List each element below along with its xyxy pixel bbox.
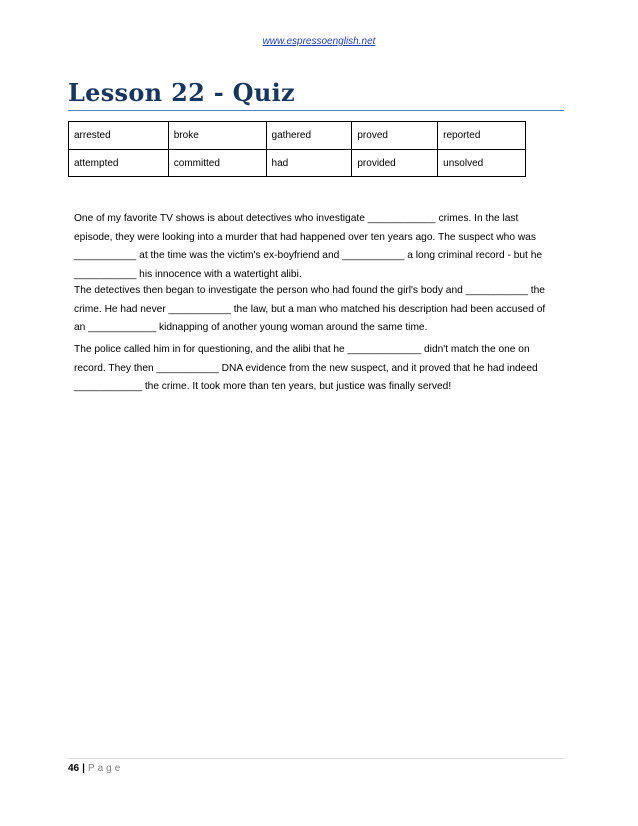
word-cell: committed bbox=[168, 150, 266, 177]
quiz-paragraph-1 bbox=[74, 210, 570, 284]
header-url-link[interactable]: www.espressoenglish.net bbox=[262, 36, 376, 47]
footer-divider bbox=[68, 758, 564, 759]
quiz-paragraph-2 bbox=[74, 282, 570, 338]
paragraph-line: crime. He had never ___________ the law, but a man who matched his description had been accused of bbox=[74, 303, 546, 315]
word-cell: arrested bbox=[69, 122, 169, 150]
word-cell: reported bbox=[438, 122, 526, 150]
paragraph-line: ___________ his innocence with a watertight alibi. bbox=[74, 268, 302, 280]
paragraph-line: episode, they were looking into a murder that had happened over ten years ago. The suspect who was bbox=[74, 231, 536, 243]
page-footer bbox=[68, 763, 123, 774]
word-cell: gathered bbox=[266, 122, 352, 150]
paragraph-line: an ____________ kidnapping of another young woman around the same time. bbox=[74, 322, 428, 333]
page-number: 46 bbox=[68, 763, 80, 774]
word-cell: attempted bbox=[69, 150, 169, 177]
paragraph-line: One of my favorite TV shows is about detectives who investigate ____________ crimes. In the last bbox=[74, 213, 519, 224]
word-cell: provided bbox=[352, 150, 438, 177]
title-divider bbox=[68, 110, 564, 111]
word-cell: unsolved bbox=[438, 150, 526, 177]
word-bank-table bbox=[68, 121, 526, 177]
table-row bbox=[69, 150, 526, 177]
paragraph-line: record. They then ___________ DNA evidence from the new suspect, and it proved that he had indeed bbox=[74, 362, 538, 374]
paragraph-line: ____________ the crime. It took more than ten years, but justice was finally served! bbox=[74, 381, 452, 392]
paragraph-line: The police called him in for questioning, and the alibi that he _____________ didn't match the one on bbox=[74, 344, 530, 355]
page-label: Page bbox=[87, 763, 124, 774]
quiz-paragraph-3 bbox=[74, 341, 570, 397]
paragraph-line: The detectives then began to investigate the person who had found the girl's body and ___________ the bbox=[74, 285, 545, 296]
paragraph-line: ___________ at the time was the victim's ex-boyfriend and ___________ a long criminal record - but he bbox=[74, 250, 543, 261]
word-cell: broke bbox=[168, 122, 266, 150]
word-cell: had bbox=[266, 150, 352, 177]
footer-separator: | bbox=[82, 763, 85, 774]
page-title: Lesson 22 - Quiz bbox=[68, 78, 295, 107]
word-cell: proved bbox=[352, 122, 438, 150]
table-row bbox=[69, 122, 526, 150]
